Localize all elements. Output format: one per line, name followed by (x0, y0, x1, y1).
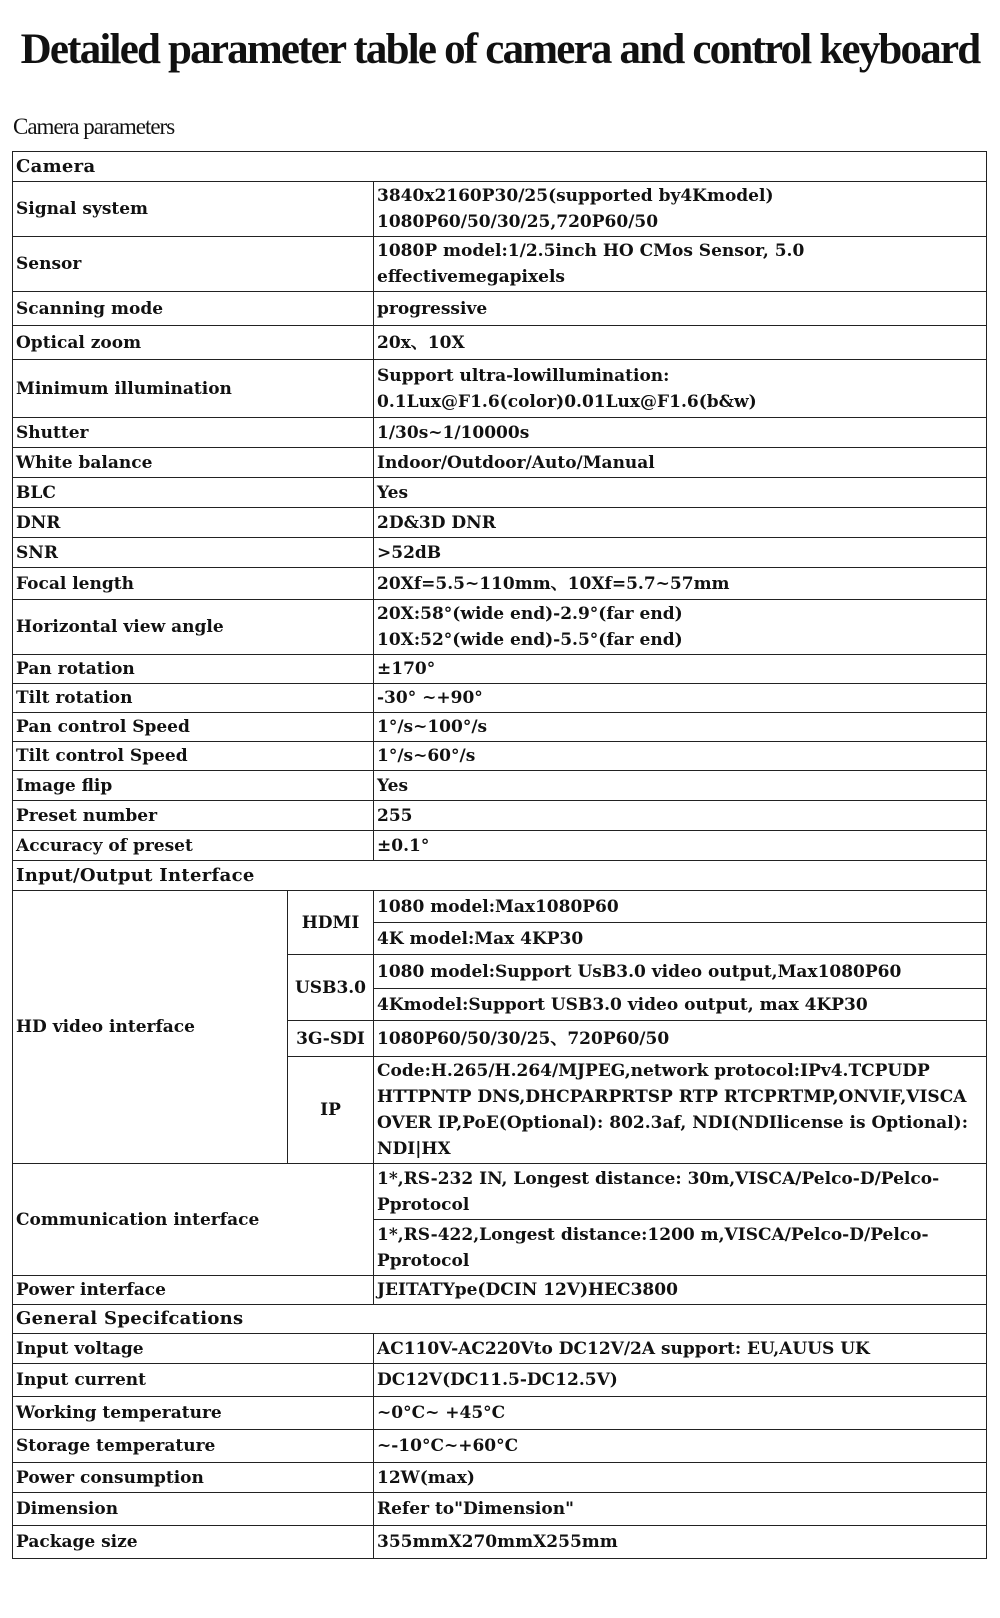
spec-row (13, 237, 987, 292)
section-row-camera (13, 152, 987, 182)
spec-row (13, 418, 987, 448)
spec-value: 4Kmodel:Support USB3.0 video output, max 4KP30 (374, 989, 987, 1021)
spec-row (13, 448, 987, 478)
spec-value: 2D&3D DNR (374, 508, 987, 538)
spec-value: 1°/s~100°/s (374, 713, 987, 742)
spec-label: Input voltage (13, 1334, 374, 1364)
spec-row (13, 326, 987, 360)
spec-value: 1080 model:Support UsB3.0 video output,Max1080P60 (374, 955, 987, 989)
spec-label: SNR (13, 538, 374, 568)
spec-value: -30° ~+90° (374, 684, 987, 713)
spec-label: Minimum illumination (13, 360, 374, 418)
spec-row (13, 600, 987, 655)
spec-value: 1*,RS-422,Longest distance:1200 m,VISCA/Pelco-D/Pelco-Pprotocol (374, 1220, 987, 1276)
spec-value: 4K model:Max 4KP30 (374, 923, 987, 955)
spec-label: Input current (13, 1364, 374, 1397)
spec-value: Code:H.265/H.264/MJPEG,network protocol:IPv4.TCPUDP HTTPNTP DNS,DHCPARPRTSP RTP RTCPRTMP,ONVIF,VISCA OVER IP,PoE(Optional): 802.3af, NDI(NDIlicense is Optional): NDI|HX (374, 1057, 987, 1164)
spec-value: >52dB (374, 538, 987, 568)
section-header-io: Input/Output Interface (13, 861, 987, 891)
spec-value: 1080P model:1/2.5inch HO CMos Sensor, 5.0 effectivemegapixels (374, 237, 987, 292)
parameter-table-body (13, 152, 987, 1559)
spec-value: ±170° (374, 655, 987, 684)
spec-value: 3840x2160P30/25(supported by4Kmodel) 1080P60/50/30/25,720P60/50 (374, 182, 987, 237)
spec-row (13, 508, 987, 538)
spec-row (13, 360, 987, 418)
section-row-io (13, 861, 987, 891)
spec-label: Dimension (13, 1493, 374, 1526)
interface-label-ip: IP (288, 1057, 374, 1164)
spec-value: 1/30s~1/10000s (374, 418, 987, 448)
page-title: Detailed parameter table of camera and control keyboard (20, 26, 980, 73)
spec-value: progressive (374, 292, 987, 326)
interface-label-usb: USB3.0 (288, 955, 374, 1021)
section-header-camera: Camera (13, 152, 987, 182)
spec-label: Working temperature (13, 1397, 374, 1430)
spec-label: Accuracy of preset (13, 831, 374, 861)
spec-value: Yes (374, 478, 987, 508)
spec-value: DC12V(DC11.5-DC12.5V) (374, 1364, 987, 1397)
spec-value: Refer to"Dimension" (374, 1493, 987, 1526)
spec-label: Image flip (13, 771, 374, 801)
spec-row (13, 713, 987, 742)
spec-label: Signal system (13, 182, 374, 237)
section-header-general: General Specifcations (13, 1305, 987, 1334)
spec-value: 1°/s~60°/s (374, 742, 987, 771)
spec-label: Tilt rotation (13, 684, 374, 713)
spec-label: White balance (13, 448, 374, 478)
spec-value: Support ultra-lowillumination: 0.1Lux@F1.6(color)0.01Lux@F1.6(b&w) (374, 360, 987, 418)
spec-label: Power interface (13, 1276, 374, 1305)
spec-label-hd-video: HD video interface (13, 891, 288, 1164)
spec-label: Power consumption (13, 1463, 374, 1493)
spec-value: 12W(max) (374, 1463, 987, 1493)
spec-label: DNR (13, 508, 374, 538)
spec-row (13, 1364, 987, 1397)
spec-row (13, 742, 987, 771)
section-row-general (13, 1305, 987, 1334)
spec-row (13, 1334, 987, 1364)
spec-label: Pan rotation (13, 655, 374, 684)
spec-label-communication: Communication interface (13, 1164, 374, 1276)
interface-label-hdmi: HDMI (288, 891, 374, 955)
spec-label: Focal length (13, 568, 374, 600)
parameter-table (12, 151, 987, 1559)
spec-value: 255 (374, 801, 987, 831)
spec-value: Yes (374, 771, 987, 801)
spec-value: 1*,RS-232 IN, Longest distance: 30m,VISCA/Pelco-D/Pelco-Pprotocol (374, 1164, 987, 1220)
spec-row (13, 538, 987, 568)
spec-label: Package size (13, 1526, 374, 1559)
spec-row (13, 655, 987, 684)
spec-row (13, 182, 987, 237)
spec-value: AC110V-AC220Vto DC12V/2A support: EU,AUUS UK (374, 1334, 987, 1364)
spec-row (13, 478, 987, 508)
spec-label: Preset number (13, 801, 374, 831)
spec-value: ~0°C~ +45°C (374, 1397, 987, 1430)
spec-label: Shutter (13, 418, 374, 448)
spec-value: ~-10°C~+60°C (374, 1430, 987, 1463)
spec-row-comm (13, 1164, 987, 1220)
spec-label: Optical zoom (13, 326, 374, 360)
spec-value: 355mmX270mmX255mm (374, 1526, 987, 1559)
spec-label: Pan control Speed (13, 713, 374, 742)
spec-value: 20Xf=5.5~110mm、10Xf=5.7~57mm (374, 568, 987, 600)
spec-row (13, 568, 987, 600)
spec-label: Scanning mode (13, 292, 374, 326)
spec-row (13, 1430, 987, 1463)
interface-label-sdi: 3G-SDI (288, 1021, 374, 1057)
spec-value: 1080 model:Max1080P60 (374, 891, 987, 923)
spec-label: BLC (13, 478, 374, 508)
spec-row (13, 1463, 987, 1493)
spec-value: 1080P60/50/30/25、720P60/50 (374, 1021, 987, 1057)
spec-row (13, 1493, 987, 1526)
spec-row (13, 771, 987, 801)
spec-value: ±0.1° (374, 831, 987, 861)
spec-label: Sensor (13, 237, 374, 292)
spec-label: Horizontal view angle (13, 600, 374, 655)
spec-row-power (13, 1276, 987, 1305)
spec-value: 20X:58°(wide end)-2.9°(far end) 10X:52°(wide end)-5.5°(far end) (374, 600, 987, 655)
spec-label: Storage temperature (13, 1430, 374, 1463)
spec-row (13, 684, 987, 713)
spec-row (13, 292, 987, 326)
spec-label: Tilt control Speed (13, 742, 374, 771)
spec-row (13, 1397, 987, 1430)
spec-row (13, 801, 987, 831)
spec-row (13, 831, 987, 861)
spec-value: 20x、10X (374, 326, 987, 360)
spec-value: JEITATYpe(DCIN 12V)HEC3800 (374, 1276, 987, 1305)
spec-value: Indoor/Outdoor/Auto/Manual (374, 448, 987, 478)
spec-row-hdmi (13, 891, 987, 923)
spec-row (13, 1526, 987, 1559)
section-subtitle: Camera parameters (13, 114, 175, 139)
